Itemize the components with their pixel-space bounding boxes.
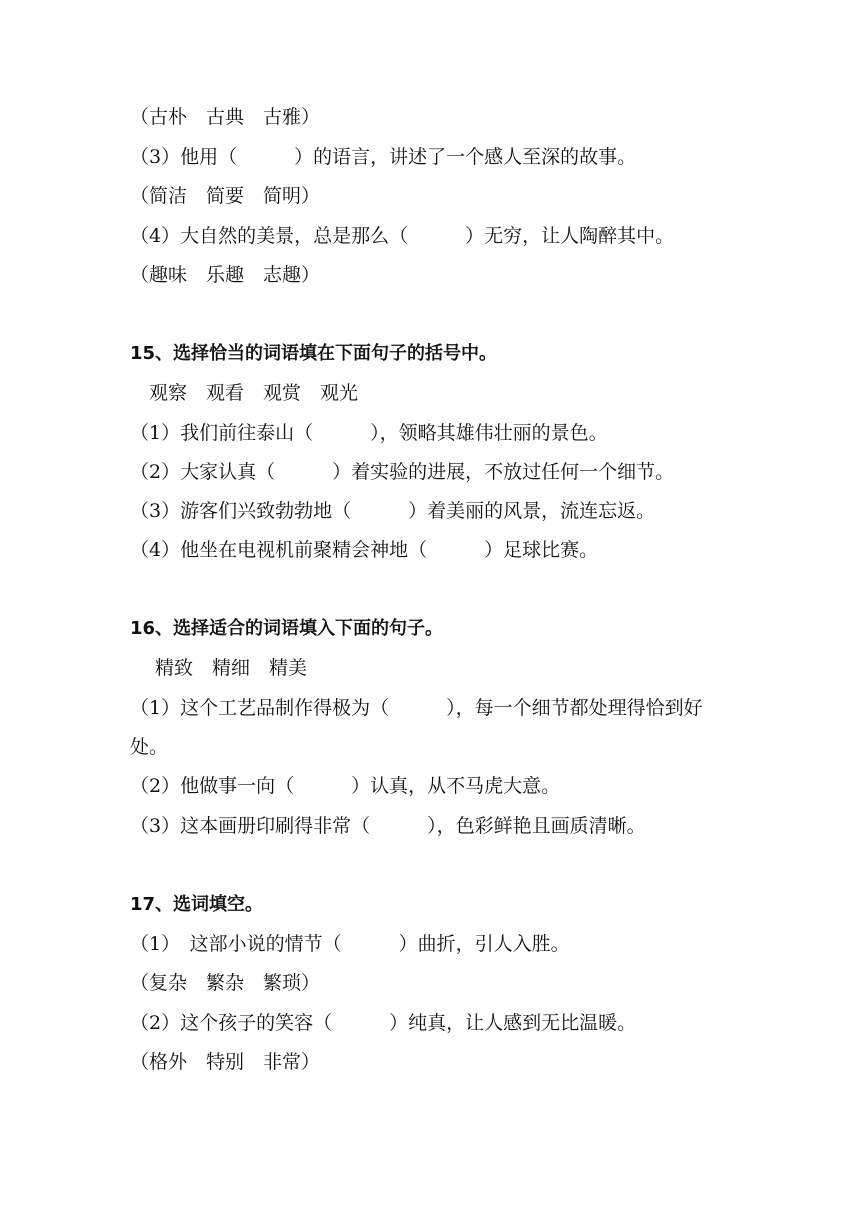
sentence-line: （2）他做事一向（ ）认真，从不马虎大意。	[130, 775, 561, 797]
sentence-line: （2）这个孩子的笑容（ ）纯真，让人感到无比温暖。	[130, 1012, 637, 1034]
sentence-line: （3）游客们兴致勃勃地（ ）着美丽的风景，流连忘返。	[130, 500, 656, 522]
sentence-line: （3）他用（ ）的语言，讲述了一个感人至深的故事。	[130, 146, 637, 168]
word-options-line: 观察 观看 观赏 观光	[130, 382, 359, 404]
sentence-line: （1） 这部小说的情节（ ）曲折，引人入胜。	[130, 933, 570, 955]
word-options-line: （复杂 繁杂 繁琐）	[130, 972, 321, 994]
sentence-line: 处。	[130, 736, 169, 758]
word-options-line: （趣味 乐趣 志趣）	[130, 264, 321, 286]
sentence-line: （3）这本画册印刷得非常（ ），色彩鲜艳且画质清晰。	[130, 815, 646, 837]
sentence-line: （4）大自然的美景，总是那么（ ）无穷，让人陶醉其中。	[130, 225, 675, 247]
word-options-line: （简洁 简要 简明）	[130, 185, 321, 207]
word-options-line: 精致 精细 精美	[130, 657, 308, 679]
question-16-heading: 16、选择适合的词语填入下面的句子。	[130, 618, 444, 639]
word-options-line: （古朴 古典 古雅）	[130, 106, 321, 128]
sentence-line: （4）他坐在电视机前聚精会神地（ ）足球比赛。	[130, 539, 599, 561]
sentence-line: （1）我们前往泰山（ ），领略其雄伟壮丽的景色。	[130, 422, 608, 444]
sentence-line: （1）这个工艺品制作得极为（ ），每一个细节都处理得恰到好	[130, 697, 703, 719]
question-17-heading: 17、选词填空。	[130, 894, 264, 915]
sentence-line: （2）大家认真（ ）着实验的进展，不放过任何一个细节。	[130, 461, 675, 483]
word-options-line: （格外 特别 非常）	[130, 1051, 321, 1073]
question-15-heading: 15、选择恰当的词语填在下面句子的括号中。	[130, 343, 498, 364]
